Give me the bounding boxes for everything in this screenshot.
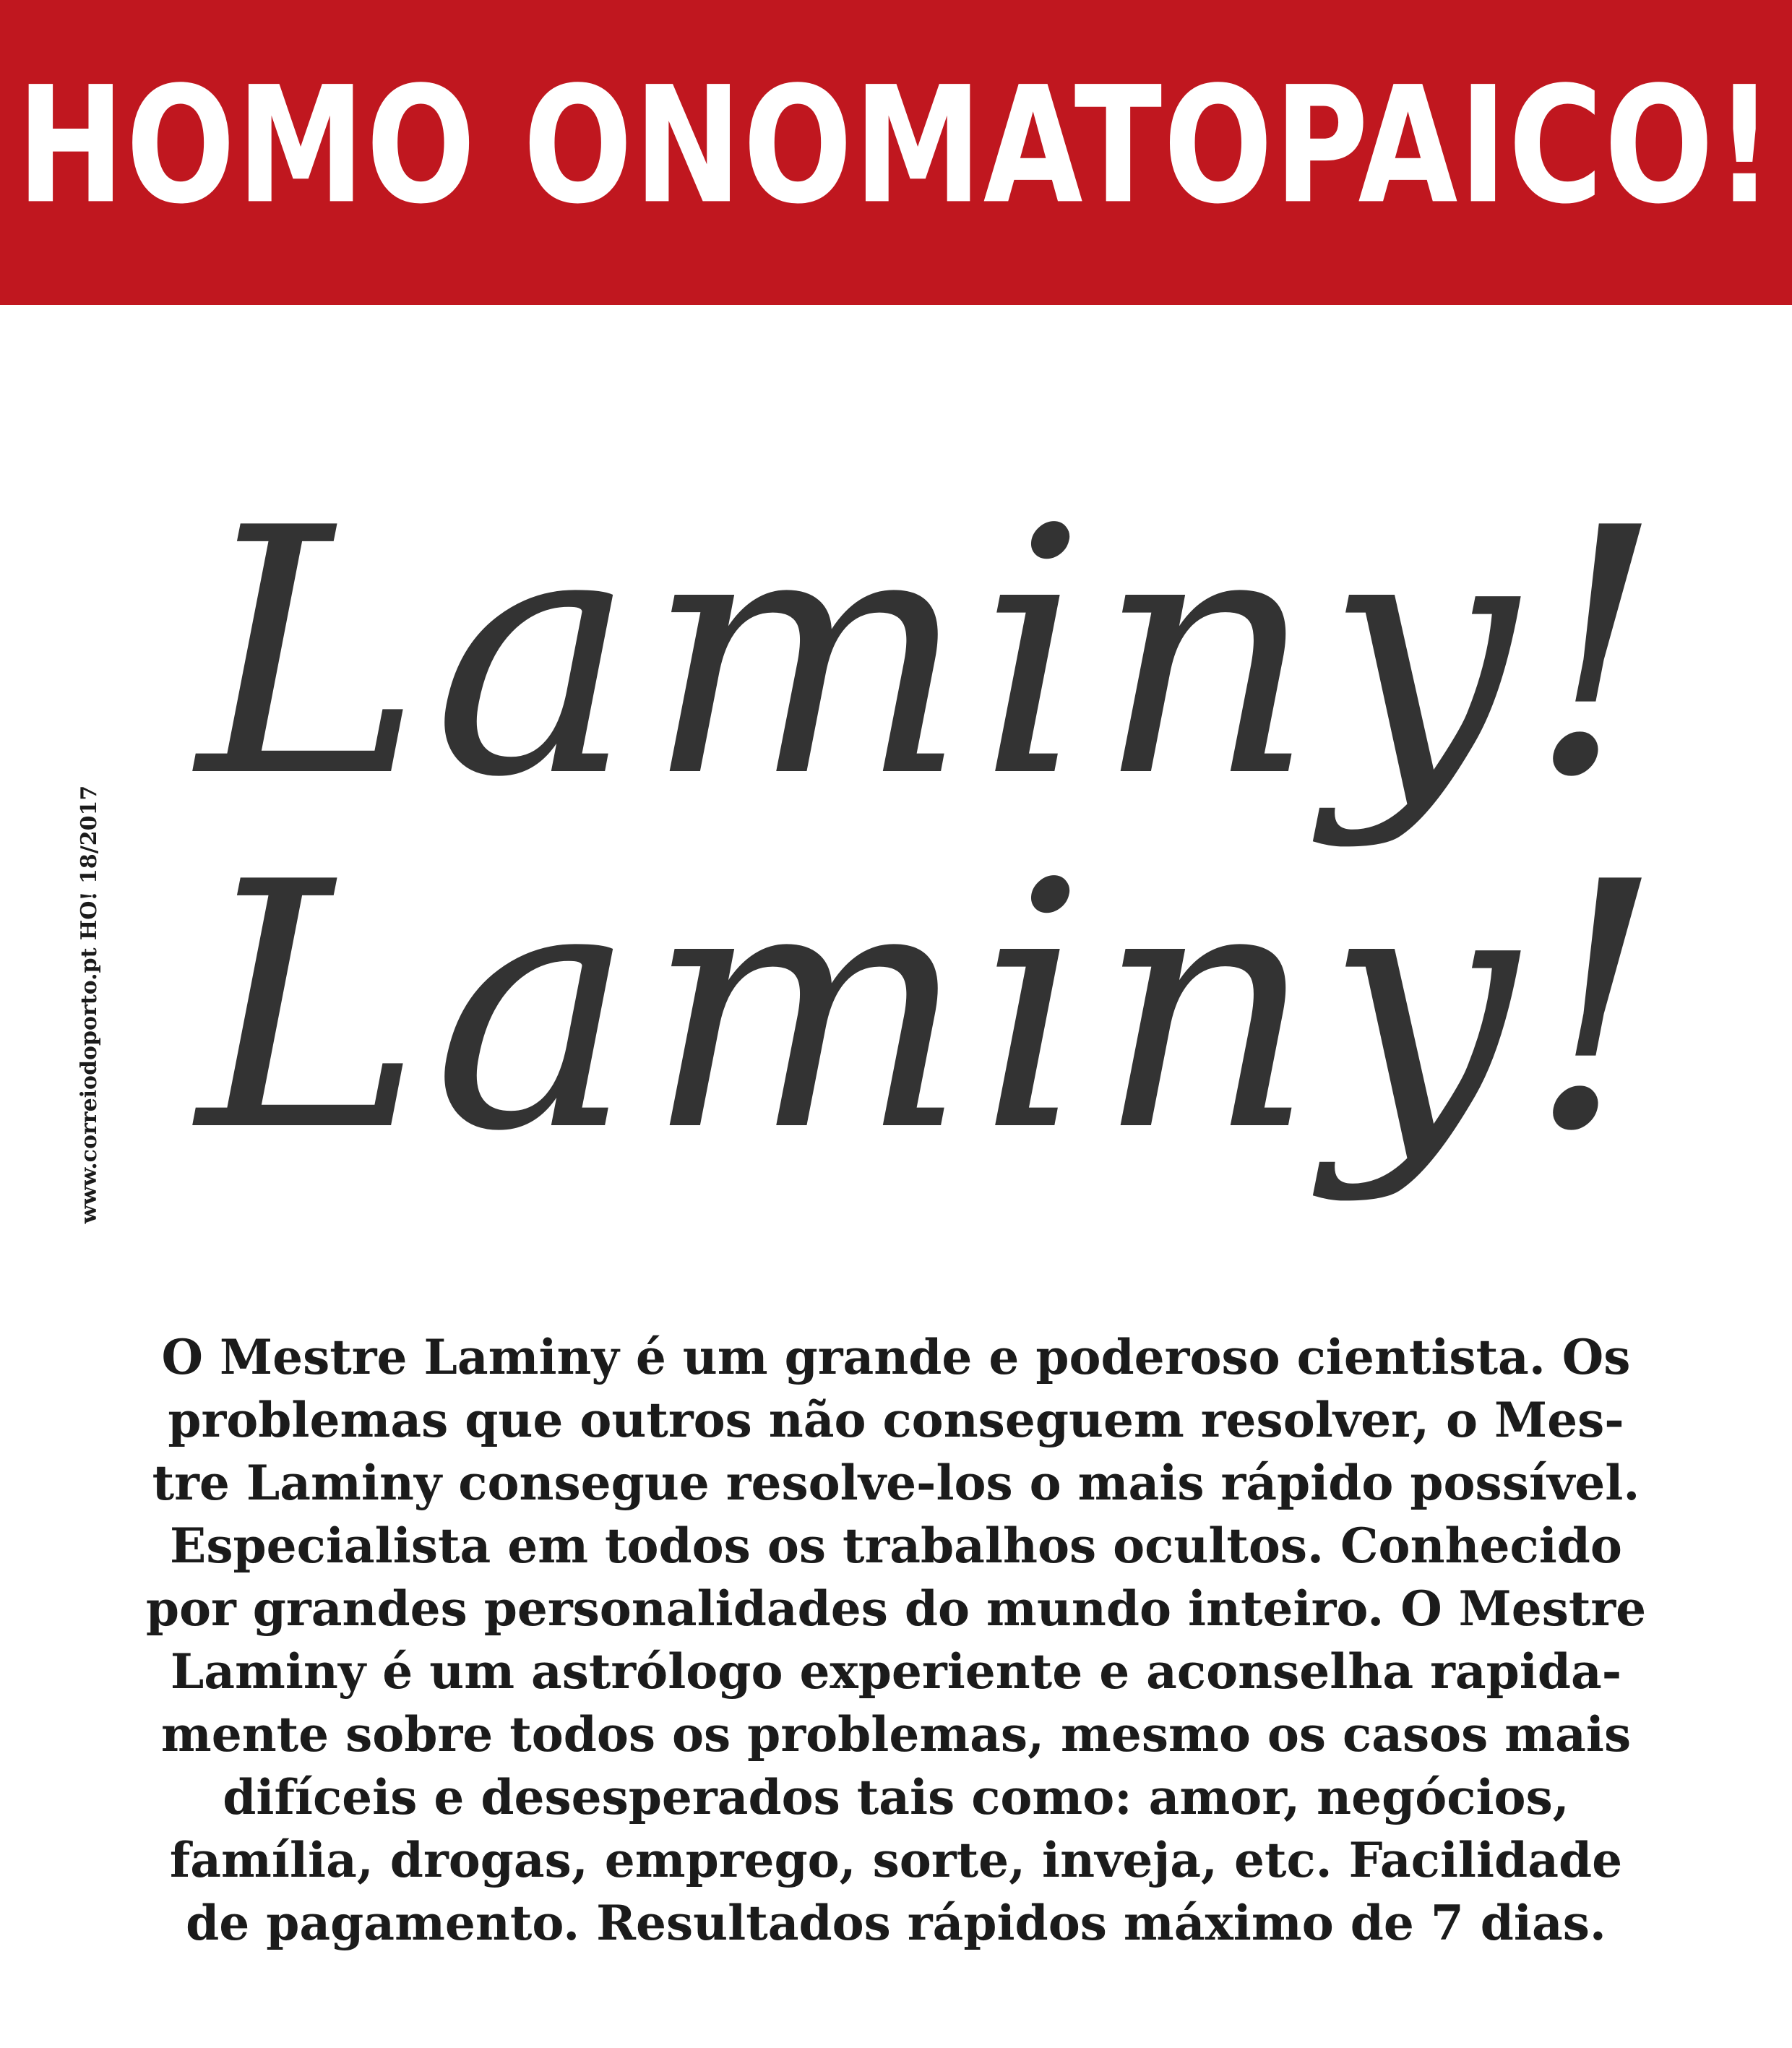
- body-line: O Mestre Laminy é um grande e poderoso cientista. Os: [161, 1329, 1631, 1385]
- body-line: difíceis e desesperados tais como: amor, negócios,: [223, 1769, 1569, 1825]
- headline-line-2: Laminy!: [197, 810, 1674, 1205]
- title-banner: [0, 0, 1792, 305]
- body-paragraph: [43, 1326, 1749, 1955]
- body-line: mente sobre todos os problemas, mesmo os casos mais: [160, 1706, 1632, 1763]
- body-line: por grandes personalidades do mundo inteiro. O Mestre: [145, 1580, 1647, 1637]
- headline-line-1: Laminy!: [197, 456, 1674, 851]
- body-line: Laminy é um astrólogo experiente e aconselha rapida-: [170, 1643, 1622, 1700]
- side-credit: www.correiodoporto.pt HO! 18/2017: [77, 785, 102, 1224]
- banner-title: HOMO ONOMATOPAICO!: [17, 51, 1775, 239]
- body-line: problemas que outros não conseguem resolver, o Mes-: [168, 1392, 1624, 1448]
- body-line: de pagamento. Resultados rápidos máximo de 7 dias.: [186, 1895, 1606, 1951]
- body-line: tre Laminy consegue resolve-los o mais rápido possível.: [152, 1455, 1640, 1511]
- body-line: família, drogas, emprego, sorte, inveja, etc. Facilidade: [169, 1832, 1623, 1888]
- body-line: Especialista em todos os trabalhos ocultos. Conhecido: [170, 1518, 1622, 1574]
